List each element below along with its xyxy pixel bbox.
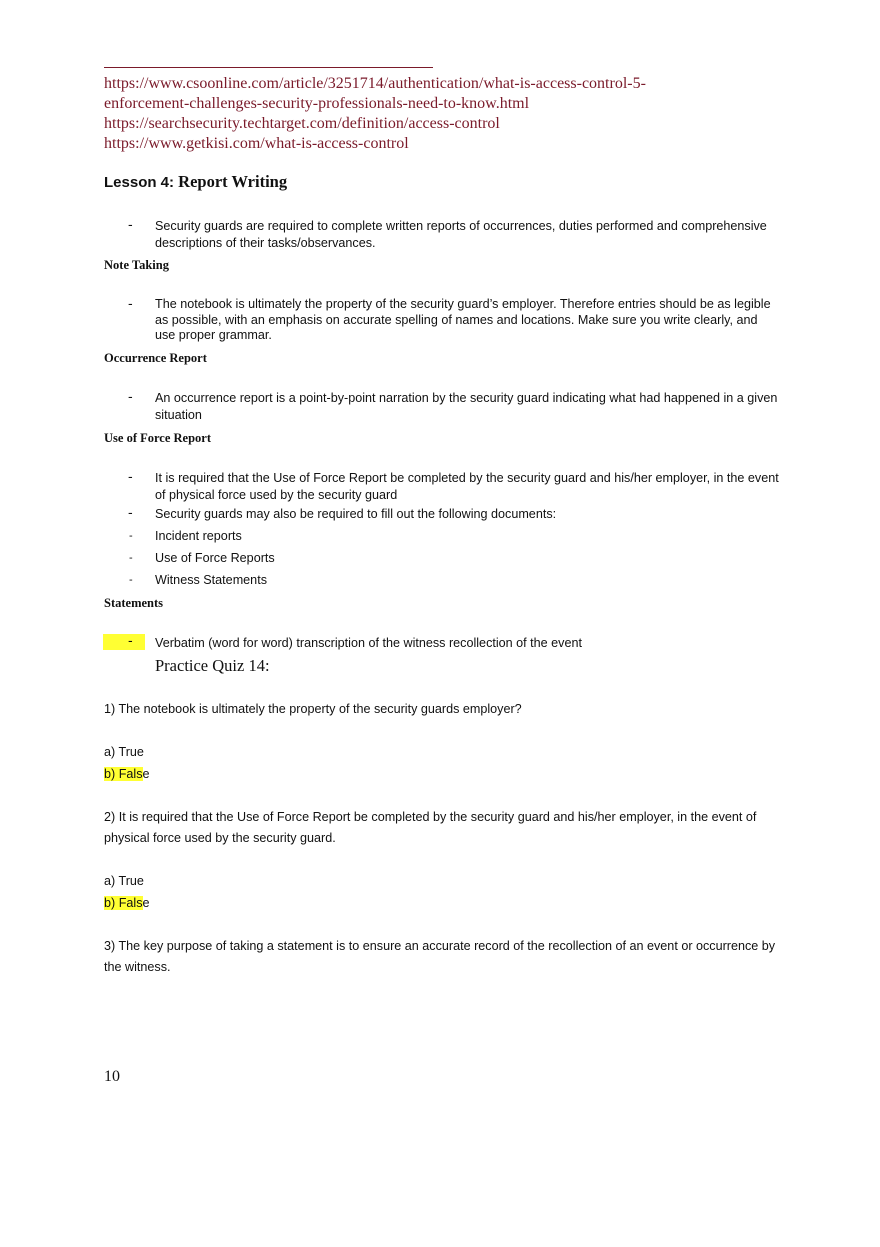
documents-intro-text: Security guards may also be required to fill out the following documents:: [155, 507, 557, 521]
highlighted-answer: b) Fals: [104, 896, 143, 910]
answer-rest: e: [142, 767, 150, 781]
list-item: Incident reports: [155, 529, 242, 543]
bullet-dash: -: [129, 530, 133, 542]
quiz-question-2: 2) It is required that the Use of Force Report be completed by the security guard and his/her employer, in the event of physical force used by the security guard.: [104, 810, 757, 845]
highlighted-answer: b) Fals: [104, 767, 143, 781]
bullet-dash: -: [128, 295, 133, 311]
quiz-answer-b: [104, 893, 794, 914]
note-taking-text: The notebook is ultimately the property of the security guard’s employer. Therefore entries should be as legible as possible, with an emphasis on accurate spelling of names and locations. Make sure you write clearly, and use proper grammar.: [155, 297, 771, 342]
lesson-prefix: Lesson 4:: [104, 174, 175, 191]
quiz-answer-b: [104, 764, 794, 785]
highlight-mark: [103, 634, 145, 650]
bullet-dash: -: [128, 632, 133, 648]
footnote-separator: [104, 67, 433, 68]
bullet-dash: -: [128, 504, 133, 520]
occurrence-text: An occurrence report is a point-by-point narration by the security guard indicating what had happened in a given situation: [155, 391, 778, 422]
quiz-answer-a: a) True: [104, 745, 144, 759]
quiz-title: Practice Quiz 14:: [155, 656, 270, 675]
use-of-force-text: It is required that the Use of Force Report be completed by the security guard and his/her employer, in the event of physical force used by the security guard: [155, 471, 779, 502]
bullet-dash: -: [128, 216, 133, 232]
quiz-question-1: 1) The notebook is ultimately the property of the security guards employer?: [104, 702, 522, 716]
bullet-dash: -: [129, 552, 133, 564]
list-item: Use of Force Reports: [155, 551, 275, 565]
lesson-heading: [104, 172, 287, 192]
bullet-dash: -: [129, 574, 133, 586]
lesson-title: Report Writing: [174, 172, 288, 191]
answer-rest: e: [142, 896, 150, 910]
quiz-answer-a: a) True: [104, 874, 144, 888]
quiz-question-3: 3) The key purpose of taking a statement is to ensure an accurate record of the recollection of an event or occurrence by the witness.: [104, 939, 776, 974]
reference-link-getkisi[interactable]: https://www.getkisi.com/what-is-access-control: [104, 135, 409, 152]
occurrence-heading: Occurrence Report: [104, 351, 207, 365]
bullet-dash: -: [128, 468, 133, 484]
reference-link-csoonline[interactable]: https://www.csoonline.com/article/3251714/authentication/what-is-access-control-5-: [104, 75, 646, 92]
reference-link-csoonline-continued[interactable]: enforcement-challenges-security-professionals-need-to-know.html: [104, 95, 530, 112]
use-of-force-heading: Use of Force Report: [104, 431, 212, 445]
bullet-dash: -: [128, 388, 133, 404]
statements-text: Verbatim (word for word) transcription of the witness recollection of the event: [155, 636, 582, 650]
note-taking-heading: Note Taking: [104, 258, 169, 272]
reference-link-techtarget[interactable]: https://searchsecurity.techtarget.com/definition/access-control: [104, 115, 500, 132]
intro-text: Security guards are required to complete written reports of occurrences, duties performed and comprehensive descriptions of their tasks/observances.: [155, 219, 767, 250]
page-number: 10: [104, 1068, 120, 1085]
statements-heading: Statements: [104, 596, 164, 610]
list-item: Witness Statements: [155, 573, 267, 587]
